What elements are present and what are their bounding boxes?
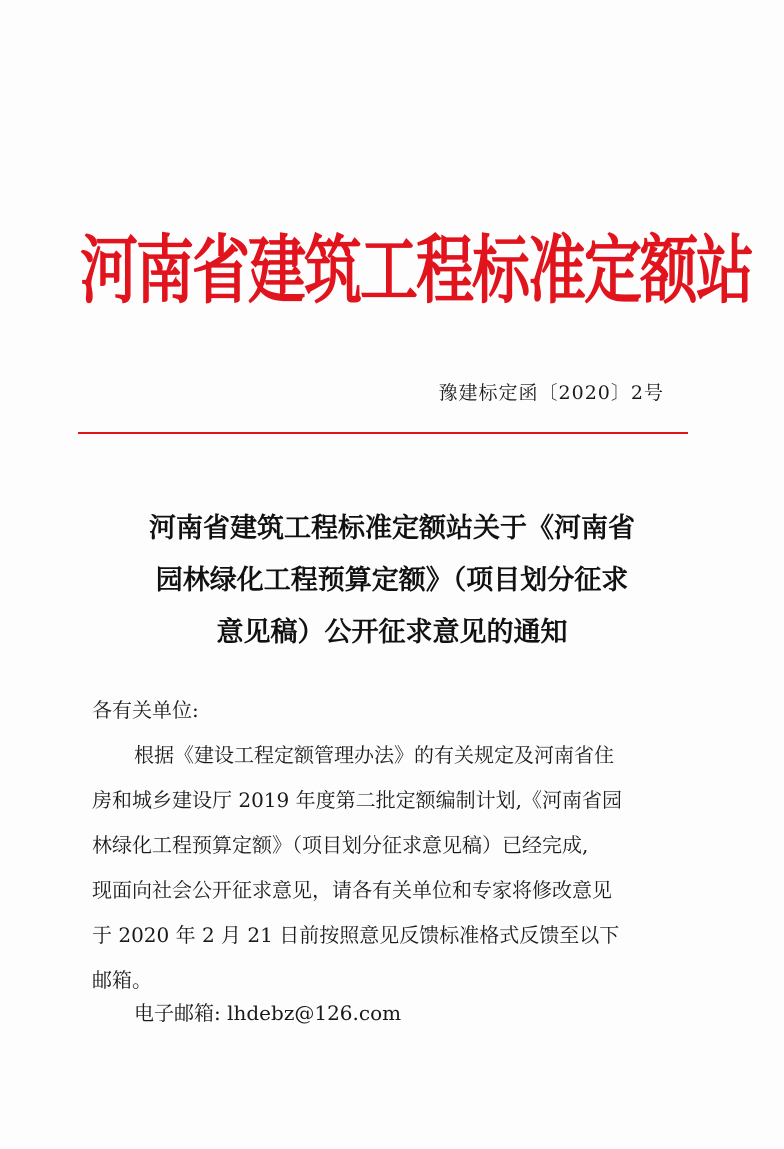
paragraph-line: 根据《建设工程定额管理办法》的有关规定及河南省住	[134, 743, 614, 767]
paragraph-line: 林绿化工程预算定额》（项目划分征求意见稿）已经完成,	[92, 833, 589, 857]
email-contact: 电子邮箱: lhdebz@126.com	[134, 1001, 402, 1025]
red-divider-line	[78, 432, 688, 434]
title-line-3: 意见稿）公开征求意见的通知	[216, 617, 568, 648]
document-number: 豫建标定函〔2020〕2号	[438, 382, 664, 404]
paragraph-line: 于 2020 年 2 月 21 日前按照意见反馈标准格式反馈至以下	[92, 923, 620, 947]
title-line-2: 园林绿化工程预算定额》（项目划分征求	[155, 565, 629, 596]
paragraph-line: 邮箱。	[92, 968, 152, 992]
issuing-organization-header: 河南省建筑工程标准定额站	[80, 226, 753, 314]
paragraph-line: 房和城乡建设厅 2019 年度第二批定额编制计划,《河南省园	[92, 788, 622, 812]
paragraph-line: 现面向社会公开征求意见，请各有关单位和专家将修改意见	[92, 878, 612, 902]
title-line-1: 河南省建筑工程标准定额站关于《河南省	[149, 513, 635, 544]
body-paragraph	[92, 733, 672, 1003]
salutation: 各有关单位:	[92, 698, 199, 722]
document-title	[84, 503, 700, 659]
